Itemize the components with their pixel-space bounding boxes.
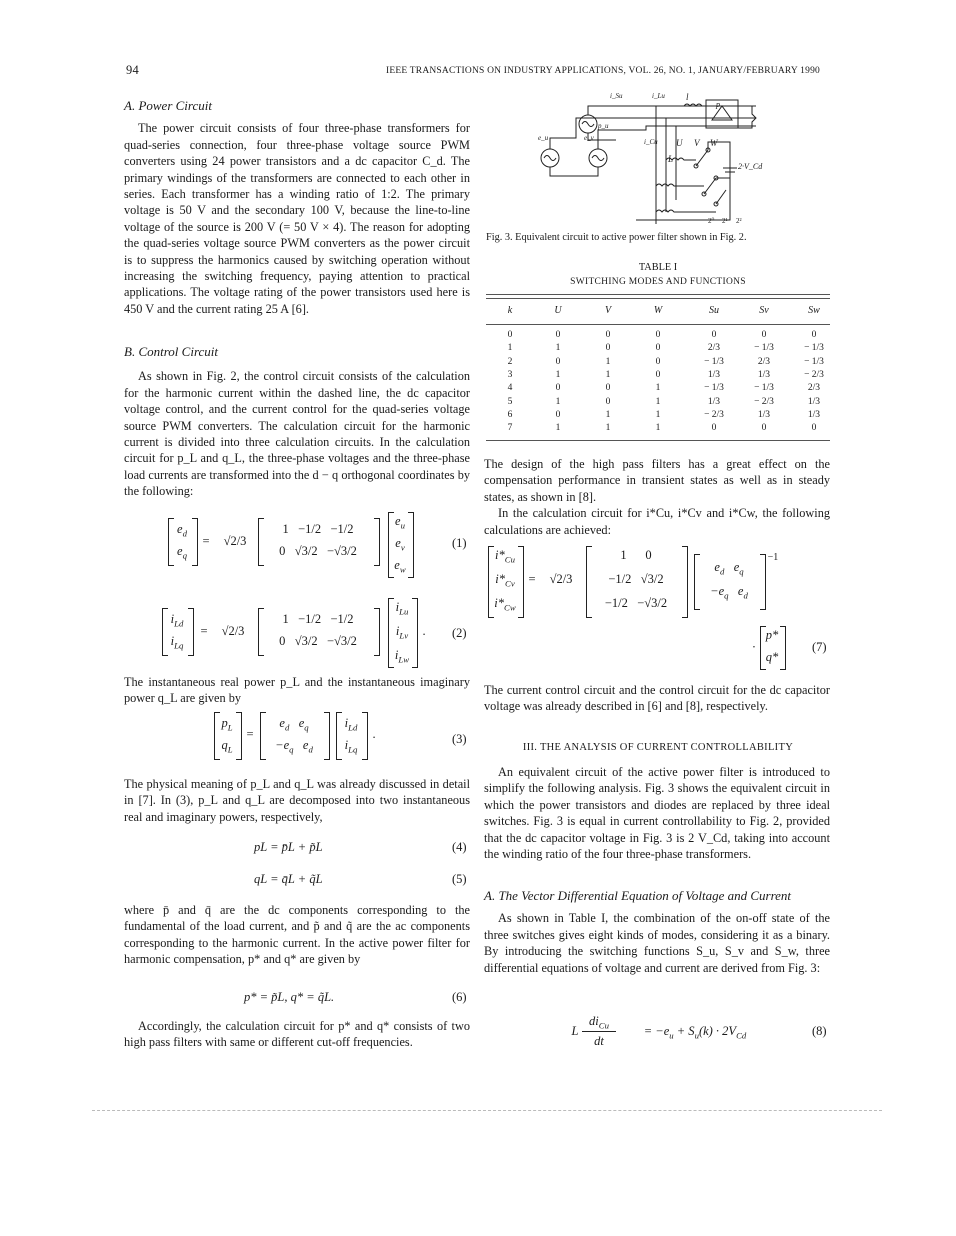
paragraph-accordingly: Accordingly, the calculation circuit for p* and q* consists of two high pass filters with same or different cut-off frequencies. bbox=[124, 1019, 470, 1050]
table-cell: 2/3 bbox=[757, 356, 771, 367]
equation-2-number: (2) bbox=[452, 626, 467, 640]
table-cell: 1 bbox=[655, 396, 661, 407]
table-cell: 3 bbox=[507, 369, 513, 380]
section-a-paragraph: The power circuit consists of four three-phase transformers for quad-series connection, four three-phase voltage source PWM converters using 24 power transistors and a dc capacitor C_d. The primary windings of the transformers are connected to each other in series. Each transformer has a winding ratio of 1:2. The primary voltage is 50 V and the secondary 100 V, because the line-to-line voltage of the source is 200 V (= 50 V × 4). The reason for adopting the quad-series voltage source PWM converters as the power circuit is to suppress the harmonics caused by switching operation without increasing the switching frequency, paying attention to practical applications. The voltage rating of the power transistors used here is 450 V and the current rating 25 A [6]. bbox=[124, 121, 470, 316]
table-cell: 6 bbox=[507, 409, 513, 420]
equation-5-number: (5) bbox=[452, 872, 467, 886]
section-iii-title: III. THE ANALYSIS OF CURRENT CONTROLLABILITY bbox=[522, 742, 794, 753]
section-b-title: B. Control Circuit bbox=[124, 344, 219, 359]
section-a-block bbox=[124, 98, 470, 317]
equation-6-number: (6) bbox=[452, 990, 467, 1004]
table-cell: 0 bbox=[711, 423, 717, 434]
equation-5: qL = q̄L + q̃L bbox=[254, 872, 323, 886]
label-L: L bbox=[668, 154, 674, 164]
label-vcd: 2·V_Cd bbox=[738, 162, 763, 171]
table-cell: 1/3 bbox=[707, 369, 721, 380]
section-a2-title: A. The Vector Differential Equation of Voltage and Current bbox=[484, 888, 792, 903]
paragraph-power: The instantaneous real power p_L and the instantaneous imaginary power q_L are given by bbox=[124, 675, 470, 706]
paragraph-table: As shown in Table I, the combination of the on-off state of the three switches gives eight kinds of modes, considering it as a binary. By introducing the switching functions S_u, S_v and S_w, three differential equations of voltage and current are derived from Fig. 3: bbox=[484, 911, 830, 975]
table-cell: 0 bbox=[711, 330, 717, 340]
table-header-row bbox=[486, 305, 830, 321]
table-cell: 7 bbox=[507, 423, 513, 434]
page-number: 94 bbox=[126, 63, 139, 77]
label-eu: e_u bbox=[538, 134, 549, 142]
table-cell: 1 bbox=[605, 423, 611, 434]
equation-1-number: (1) bbox=[452, 536, 467, 550]
table-header-cell: U bbox=[554, 305, 562, 316]
table-cell: 0 bbox=[655, 343, 661, 354]
label-bit2: 2² bbox=[736, 217, 742, 225]
table-cell: − 1/3 bbox=[704, 356, 724, 367]
table-cell: 4 bbox=[507, 383, 513, 394]
equation-7: $i*_{Cu}$ $i*_{Cv}$ $i*_{Cw}$ = √2/3 1 0 −1/2 √3/2 −1/2 −√3/2 $e_d$ $e_q$ $-e_q$ $e_d$ −1 · p* q* bbox=[488, 546, 788, 674]
paragraph-physical: The physical meaning of p_L and q_L was already discussed in detail in [7]. In (3), p_L and q_L are decomposed into two instantaneous real and imaginary powers, respectively, bbox=[124, 777, 470, 824]
label-p: p bbox=[716, 100, 720, 109]
section-b-paragraph: As shown in Fig. 2, the control circuit consists of the calculation for the harmonic current within the dashed line, the dc capacitor voltage control, and the current control for the quad-series voltage source PWM converters. The calculation circuit for the harmonic current is divided into three calculation circuits. In the calculation circuit for p_L and q_L, the three-phase voltages and the three-phase load currents are transformed into the d − q orthogonal coordinates by the following: bbox=[124, 369, 470, 499]
table-cell: − 1/3 bbox=[704, 383, 724, 394]
equation-7-number: (7) bbox=[812, 640, 827, 654]
label-u: U bbox=[676, 138, 683, 148]
label-v: V bbox=[694, 138, 700, 148]
label-isu: i_Su bbox=[610, 92, 623, 100]
table-cell: 1 bbox=[507, 343, 513, 354]
table-header-cell: Su bbox=[709, 305, 719, 316]
label-bit1: 2¹ bbox=[722, 217, 728, 225]
table-cell: − 2/3 bbox=[704, 409, 724, 420]
equation-2: $i_{Ld}$ $i_{Lq}$ = √2/3 1 −1/2 −1/2 0 √3/2 −√3/2 $i_{Lu}$ $i_{Lv}$ $i_{Lw}$ . bbox=[162, 598, 462, 668]
table-cell: 1 bbox=[655, 423, 661, 434]
table-cell: 1/3 bbox=[807, 396, 821, 407]
table-cell: 0 bbox=[811, 423, 817, 434]
table-cell: 1/3 bbox=[757, 369, 771, 380]
table-cell: 0 bbox=[655, 369, 661, 380]
table-cell: − 1/3 bbox=[754, 343, 774, 354]
table-header-cell: V bbox=[604, 305, 612, 316]
section-a-title: A. Power Circuit bbox=[124, 98, 212, 113]
label-pu: p_u bbox=[598, 122, 609, 130]
table-cell: 0 bbox=[555, 409, 561, 420]
paragraph-equivalent: An equivalent circuit of the active power filter is introduced to simplify the following analysis. Fig. 3 shows the equivalent circuit in which the power transistors and diodes are replaced by three ideal switches. Fig. 3 is equal in current controllability to Fig. 2, provided that the dc capacitor voltage in Fig. 3 is 2 V_Cd, taking into account the winding ratio of the four three-phase transformers. bbox=[484, 765, 830, 862]
table-cell: − 1/3 bbox=[754, 383, 774, 394]
table-cell: 0 bbox=[555, 383, 561, 394]
table-cell: 1/3 bbox=[807, 409, 821, 420]
label-w: W bbox=[710, 138, 718, 148]
table-cell: 0 bbox=[555, 330, 561, 340]
paragraph-where: where p̄ and q̄ are the dc components corresponding to the fundamental of the load current, and p̃ and q̃ are the ac components corresponding to the harmonic current. In the active power filter for harmonic compensation, p* and q* are given by bbox=[124, 903, 470, 967]
paragraph-design: The design of the high pass filters has a great effect on the compensation performance in transient states as well as in steady states, as shown in [8]. In the calculation circuit for i*Cu, i*Cv and i*Cw, the following calculations are achieved: bbox=[484, 457, 830, 537]
table-cell: 1 bbox=[555, 343, 561, 354]
table-cell: 0 bbox=[605, 396, 611, 407]
label-icu: i_Cu bbox=[644, 138, 658, 146]
journal-header: IEEE TRANSACTIONS ON INDUSTRY APPLICATIONS, VOL. 26, NO. 1, JANUARY/FEBRUARY 1990 bbox=[386, 66, 820, 76]
label-ilu: i_Lu bbox=[652, 92, 665, 100]
table-cell: 1 bbox=[655, 383, 661, 394]
table-cell: 1 bbox=[605, 369, 611, 380]
table-cell: 0 bbox=[655, 330, 661, 340]
label-bit0: 2⁰ bbox=[708, 217, 715, 225]
table-cell: 0 bbox=[507, 330, 513, 340]
equation-4: pL = p̄L + p̃L bbox=[254, 840, 323, 854]
table-header-cell: Sv bbox=[759, 305, 769, 316]
table-body bbox=[486, 330, 830, 442]
equation-4-number: (4) bbox=[452, 840, 467, 854]
table-cell: 0 bbox=[555, 356, 561, 367]
table-cell: 1 bbox=[555, 396, 561, 407]
equation-8: L $di_{Cu}$ dt = $-e_u + S_u(k) \cdot 2V_{Cd}$ bbox=[571, 1014, 747, 1048]
equation-3-number: (3) bbox=[452, 732, 467, 746]
table-cell: 1/3 bbox=[757, 409, 771, 420]
table-cell: − 1/3 bbox=[804, 343, 824, 354]
equation-8-number: (8) bbox=[812, 1024, 827, 1038]
section-b-block bbox=[124, 344, 470, 500]
table-cell: 1 bbox=[605, 409, 611, 420]
table-cell: 5 bbox=[507, 396, 513, 407]
table-cell: 0 bbox=[655, 356, 661, 367]
equation-3: $p_L$ $q_L$ = $e_d$ $e_q$ $-e_q$ $e_d$ $i_{Ld}$ $i_{Lq}$ . bbox=[214, 712, 414, 764]
table-title: TABLE I bbox=[638, 262, 678, 273]
equation-6: p* = p̃L, q* = q̃L. bbox=[244, 990, 335, 1004]
table-cell: 1/3 bbox=[707, 396, 721, 407]
table-cell: − 2/3 bbox=[804, 369, 824, 380]
table-header-cell: Sw bbox=[808, 305, 820, 316]
table-subtitle: SWITCHING MODES AND FUNCTIONS bbox=[570, 277, 746, 287]
table-cell: 1 bbox=[605, 356, 611, 367]
table-cell: 1 bbox=[655, 409, 661, 420]
table-cell: 0 bbox=[605, 343, 611, 354]
equation-1: $e_d$ $e_q$ = √2/3 1 −1/2 −1/2 0 √3/2 −√3/2 $e_u$ $e_v$ $e_w$ bbox=[168, 512, 468, 582]
table-cell: − 2/3 bbox=[754, 396, 774, 407]
label-l: l bbox=[686, 92, 689, 102]
table-cell: 1 bbox=[555, 369, 561, 380]
table-cell: 0 bbox=[761, 423, 767, 434]
table-cell: 0 bbox=[811, 330, 817, 340]
table-header-cell: W bbox=[653, 305, 663, 316]
table-header-cell: k bbox=[507, 305, 513, 316]
label-ev: e_v bbox=[584, 134, 594, 142]
table-cell: 0 bbox=[605, 383, 611, 394]
table-cell: 0 bbox=[605, 330, 611, 340]
table-cell: 2/3 bbox=[707, 343, 721, 354]
section-a2-block bbox=[484, 888, 830, 976]
table-cell: 2 bbox=[507, 356, 513, 367]
fig3-caption: Fig. 3. Equivalent circuit to active power filter shown in Fig. 2. bbox=[486, 232, 747, 243]
table-cell: 0 bbox=[761, 330, 767, 340]
table-cell: 2/3 bbox=[807, 383, 821, 394]
table-cell: − 1/3 bbox=[804, 356, 824, 367]
table-cell: 1 bbox=[555, 423, 561, 434]
paragraph-current-control: The current control circuit and the control circuit for the dc capacitor voltage was already described in [6] and [8], respectively. bbox=[484, 683, 830, 714]
